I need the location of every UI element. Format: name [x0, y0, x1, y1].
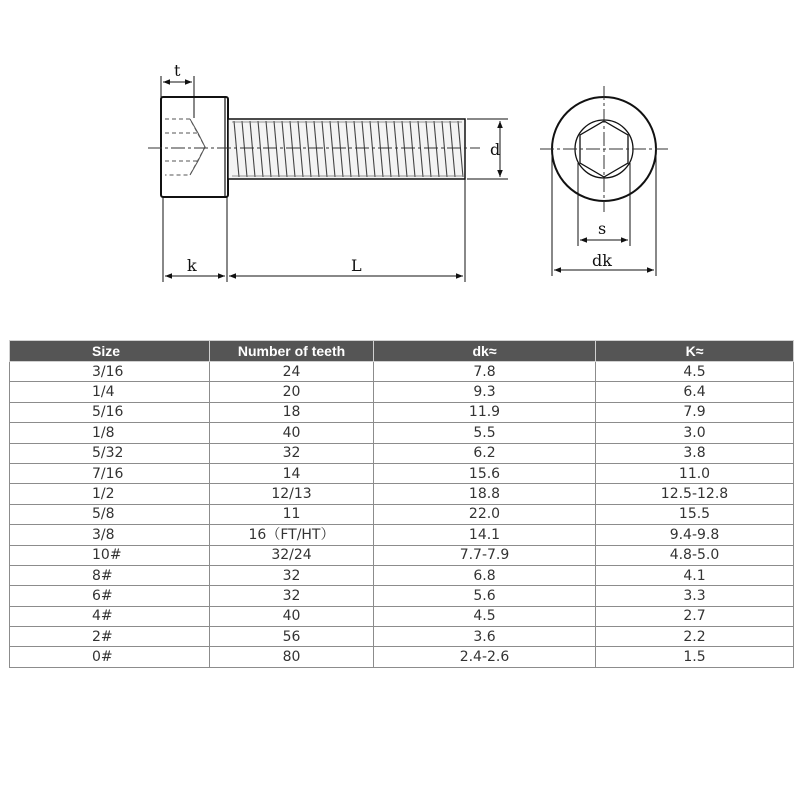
cell-size: 1/2 — [10, 484, 210, 504]
cell-k: 4.8-5.0 — [596, 545, 794, 565]
cell-k: 2.7 — [596, 606, 794, 626]
cell-k: 2.2 — [596, 627, 794, 647]
cell-dk: 15.6 — [374, 463, 596, 483]
cell-dk: 5.6 — [374, 586, 596, 606]
cell-k: 15.5 — [596, 504, 794, 524]
cell-number-of-teeth: 32 — [210, 565, 374, 585]
cell-dk: 9.3 — [374, 382, 596, 402]
cell-dk: 7.7-7.9 — [374, 545, 596, 565]
cell-number-of-teeth: 32 — [210, 586, 374, 606]
cell-size: 10# — [10, 545, 210, 565]
label-t: t — [174, 61, 181, 80]
cell-dk: 2.4-2.6 — [374, 647, 596, 667]
size-spec-table — [9, 340, 794, 668]
cell-size: 5/16 — [10, 402, 210, 422]
label-k: k — [187, 256, 197, 275]
cell-dk: 11.9 — [374, 402, 596, 422]
cell-number-of-teeth: 24 — [210, 362, 374, 382]
table-row — [10, 586, 794, 606]
label-d: d — [490, 140, 501, 159]
cell-number-of-teeth: 11 — [210, 504, 374, 524]
cell-size: 0# — [10, 647, 210, 667]
cell-number-of-teeth: 16（FT/HT） — [210, 525, 374, 545]
cell-number-of-teeth: 20 — [210, 382, 374, 402]
cell-number-of-teeth: 40 — [210, 606, 374, 626]
cell-number-of-teeth: 40 — [210, 423, 374, 443]
cell-k: 3.8 — [596, 443, 794, 463]
cell-size: 1/8 — [10, 423, 210, 443]
label-dk: dk — [592, 251, 612, 270]
cell-k: 1.5 — [596, 647, 794, 667]
cell-size: 3/8 — [10, 525, 210, 545]
cell-k: 4.1 — [596, 565, 794, 585]
cell-size: 4# — [10, 606, 210, 626]
cell-dk: 3.6 — [374, 627, 596, 647]
table-row — [10, 627, 794, 647]
table-row — [10, 463, 794, 483]
cell-size: 3/16 — [10, 362, 210, 382]
cell-size: 1/4 — [10, 382, 210, 402]
cell-k: 11.0 — [596, 463, 794, 483]
cell-dk: 14.1 — [374, 525, 596, 545]
table-row — [10, 606, 794, 626]
cell-number-of-teeth: 12/13 — [210, 484, 374, 504]
table-row — [10, 525, 794, 545]
table-row — [10, 545, 794, 565]
cell-dk: 4.5 — [374, 606, 596, 626]
cell-dk: 6.2 — [374, 443, 596, 463]
header-number-of-teeth: Number of teeth — [210, 341, 374, 362]
cell-number-of-teeth: 14 — [210, 463, 374, 483]
cell-dk: 6.8 — [374, 565, 596, 585]
cell-k: 3.3 — [596, 586, 794, 606]
table-row — [10, 443, 794, 463]
cell-k: 7.9 — [596, 402, 794, 422]
cell-size: 6# — [10, 586, 210, 606]
table-row — [10, 647, 794, 667]
cell-dk: 18.8 — [374, 484, 596, 504]
cell-dk: 7.8 — [374, 362, 596, 382]
cell-size: 5/8 — [10, 504, 210, 524]
label-L: L — [351, 256, 362, 275]
cell-k: 9.4-9.8 — [596, 525, 794, 545]
header-size: Size — [10, 341, 210, 362]
cell-k: 3.0 — [596, 423, 794, 443]
table-body — [10, 362, 794, 668]
cell-number-of-teeth: 32 — [210, 443, 374, 463]
table-row — [10, 423, 794, 443]
screw-shank-side-view — [228, 119, 465, 179]
cell-size: 2# — [10, 627, 210, 647]
cell-k: 6.4 — [596, 382, 794, 402]
cell-number-of-teeth: 80 — [210, 647, 374, 667]
dimension-d — [467, 119, 508, 179]
cell-number-of-teeth: 32/24 — [210, 545, 374, 565]
cell-k: 12.5-12.8 — [596, 484, 794, 504]
cell-size: 8# — [10, 565, 210, 585]
table-row — [10, 402, 794, 422]
cell-size: 7/16 — [10, 463, 210, 483]
cell-number-of-teeth: 56 — [210, 627, 374, 647]
screw-technical-drawing — [0, 0, 800, 320]
header-dk: dk≈ — [374, 341, 596, 362]
cell-number-of-teeth: 18 — [210, 402, 374, 422]
table-row — [10, 565, 794, 585]
table-row — [10, 382, 794, 402]
table-row — [10, 504, 794, 524]
table-row — [10, 484, 794, 504]
table-header-row — [10, 341, 794, 362]
cell-dk: 22.0 — [374, 504, 596, 524]
screw-end-view — [540, 86, 668, 212]
cell-k: 4.5 — [596, 362, 794, 382]
label-s: s — [598, 219, 607, 238]
cell-dk: 5.5 — [374, 423, 596, 443]
table-row — [10, 362, 794, 382]
cell-size: 5/32 — [10, 443, 210, 463]
header-k: K≈ — [596, 341, 794, 362]
